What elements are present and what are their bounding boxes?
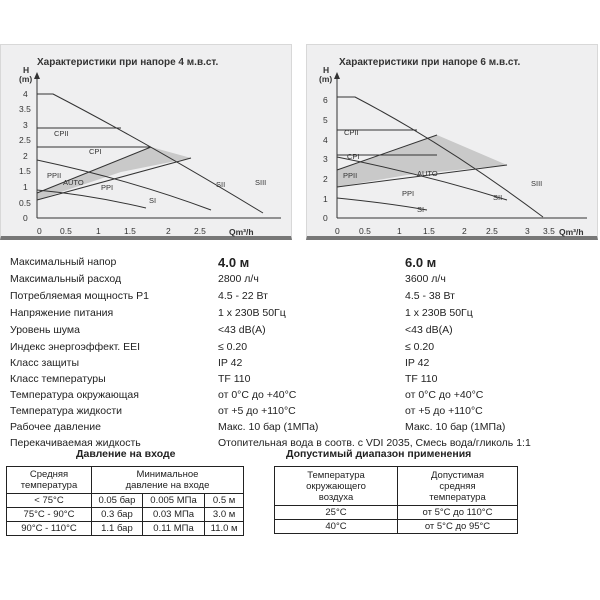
- y-axis-unit: (m): [19, 74, 33, 84]
- table-cell: 0.5 м: [205, 494, 244, 508]
- y-tick: 3: [23, 120, 28, 130]
- x-tick: 0: [335, 226, 340, 236]
- x-axis-label: Qm³/h: [559, 227, 584, 237]
- y-tick: 3.5: [19, 104, 31, 114]
- spec-value-shared: Отопительная вода в соотв. с VDI 2035, Смесь вода/гликоль 1:1: [218, 437, 531, 449]
- curve-label: SIII: [531, 179, 543, 188]
- spec-value-4m: 2800 л/ч: [218, 273, 259, 285]
- table-cell: от 5°C до 95°C: [398, 520, 518, 534]
- curve-label: AUTO: [63, 178, 84, 187]
- curve-label: SIII: [255, 178, 267, 187]
- range-table: [274, 466, 518, 534]
- x-tick: 1.5: [423, 226, 435, 236]
- x-tick: 3: [525, 226, 530, 236]
- spec-value-6m: 1 х 230В 50Гц: [405, 307, 473, 319]
- curve-label: SI: [149, 196, 157, 205]
- y-tick: 1.5: [19, 166, 31, 176]
- spec-value-4m: 4.5 - 22 Вт: [218, 290, 268, 302]
- spec-label: Максимальный напор: [10, 256, 117, 268]
- table-row: [275, 506, 518, 520]
- table-row: [7, 522, 244, 536]
- curve-label: SI: [417, 205, 425, 214]
- performance-chart-6m: [307, 45, 599, 241]
- header-line: температура: [429, 491, 486, 503]
- curve-label: CPII: [344, 128, 359, 137]
- spec-value-4m: ≤ 0.20: [218, 341, 248, 353]
- header-cell: [7, 467, 92, 494]
- y-tick: 2.5: [19, 135, 31, 145]
- table-cell: 1.1 бар: [92, 522, 143, 536]
- performance-chart-4m: [1, 45, 293, 241]
- chart-title: Характеристики при напоре 4 м.в.ст.: [37, 57, 219, 68]
- y-axis-label: H: [23, 65, 30, 75]
- x-tick: 2: [166, 226, 171, 236]
- y-tick: 1: [23, 182, 28, 192]
- pressure-table-title: Давление на входе: [76, 448, 176, 460]
- table-row: [7, 494, 244, 508]
- x-tick: 1.5: [124, 226, 136, 236]
- spec-label: Перекачиваемая жидкость: [10, 437, 141, 449]
- table-cell: 11.0 м: [205, 522, 244, 536]
- x-tick: 3.5: [543, 226, 555, 236]
- table-cell: 25°C: [275, 506, 398, 520]
- y-tick: 0.5: [19, 198, 31, 208]
- table-cell: от 5°C до 110°C: [398, 506, 518, 520]
- header-line: Минимальное: [136, 469, 199, 480]
- y-tick: 5: [323, 115, 328, 125]
- x-axis-label: Qm³/h: [229, 227, 254, 237]
- curve-label: CPI: [89, 147, 102, 156]
- range-table-title: Допустимый диапазон применения: [286, 448, 472, 460]
- header-line: температура: [20, 480, 78, 491]
- y-tick: 4: [323, 135, 328, 145]
- spec-value-4m: IP 42: [218, 357, 243, 369]
- spec-label: Напряжение питания: [10, 307, 114, 319]
- curve-label: AUTO: [417, 169, 438, 178]
- table-row: [275, 520, 518, 534]
- curve-label: SII: [493, 193, 503, 202]
- spec-label: Класс температуры: [10, 373, 106, 385]
- spec-value-4m: Макс. 10 бар (1МПа): [218, 421, 319, 433]
- x-tick: 0.5: [60, 226, 72, 236]
- table-cell: 40°C: [275, 520, 398, 534]
- y-tick: 4: [23, 89, 28, 99]
- table-cell: 3.0 м: [205, 508, 244, 522]
- spec-value-6m: от 0°C до +40°C: [405, 389, 484, 401]
- x-tick: 2.5: [194, 226, 206, 236]
- header-line: окружающего: [306, 480, 366, 492]
- header-line: Температура: [307, 469, 365, 481]
- y-tick: 0: [323, 213, 328, 223]
- chart-panel-4m: [0, 44, 292, 240]
- y-tick: 1: [323, 194, 328, 204]
- table-cell: 0.3 бар: [92, 508, 143, 522]
- table-cell: 0.05 бар: [92, 494, 143, 508]
- table-header-row: [275, 467, 518, 506]
- table-cell: < 75°C: [7, 494, 92, 508]
- spec-value-6m: ≤ 0.20: [405, 341, 435, 353]
- y-axis-arrow: [334, 72, 340, 79]
- pressure-table: [6, 466, 244, 536]
- spec-value-4m: 1 х 230В 50Гц: [218, 307, 286, 319]
- x-tick: 2: [462, 226, 467, 236]
- x-tick: 1: [96, 226, 101, 236]
- x-tick: 0.5: [359, 226, 371, 236]
- y-tick: 2: [323, 174, 328, 184]
- curve-si: [337, 198, 427, 210]
- spec-label: Максимальный расход: [10, 273, 122, 285]
- spec-label: Температура окружающая: [10, 389, 139, 401]
- table-cell: 0.11 МПа: [142, 522, 204, 536]
- x-tick: 1: [397, 226, 402, 236]
- table-cell: 75°C - 90°C: [7, 508, 92, 522]
- curve-label: PPI: [101, 183, 114, 192]
- header-line: воздуха: [318, 491, 354, 503]
- spec-label: Класс защиты: [10, 357, 80, 369]
- spec-value-4m: 4.0 м: [218, 254, 250, 270]
- curve-label: CPI: [347, 152, 360, 161]
- spec-value-6m: от +5 до +110°C: [405, 405, 483, 417]
- spec-value-6m: 3600 л/ч: [405, 273, 446, 285]
- header-line: давление на входе: [125, 480, 210, 491]
- spec-value-4m: от +5 до +110°C: [218, 405, 296, 417]
- header-cell: [92, 467, 244, 494]
- y-tick: 2: [23, 151, 28, 161]
- spec-value-6m: 4.5 - 38 Вт: [405, 290, 455, 302]
- curve-label: SII: [216, 180, 226, 189]
- table-cell: 0.005 МПа: [142, 494, 204, 508]
- curve-label: CPII: [54, 129, 69, 138]
- spec-label: Рабочее давление: [10, 421, 101, 433]
- spec-label: Потребляемая мощность P1: [10, 290, 150, 302]
- spec-value-6m: Макс. 10 бар (1МПа): [405, 421, 506, 433]
- y-tick: 6: [323, 95, 328, 105]
- table-row: [7, 508, 244, 522]
- y-axis-unit: (m): [319, 74, 333, 84]
- table-cell: 0.03 МПа: [142, 508, 204, 522]
- spec-value-4m: TF 110: [218, 373, 251, 385]
- spec-label: Индекс энергоэффект. EEI: [10, 341, 141, 353]
- spec-value-6m: TF 110: [405, 373, 438, 385]
- chart-panel-6m: [306, 44, 598, 240]
- spec-value-4m: <43 dB(A): [218, 324, 266, 336]
- curve-label: PPII: [47, 171, 62, 180]
- header-cell: [398, 467, 518, 506]
- spec-value-4m: от 0°C до +40°C: [218, 389, 297, 401]
- header-line: Допустимая: [431, 469, 484, 481]
- spec-label: Температура жидкости: [10, 405, 123, 417]
- y-tick: 3: [323, 154, 328, 164]
- chart-title: Характеристики при напоре 6 м.в.ст.: [339, 57, 521, 68]
- x-tick: 0: [37, 226, 42, 236]
- y-tick: 0: [23, 213, 28, 223]
- spec-value-6m: IP 42: [405, 357, 430, 369]
- header-line: средняя: [439, 480, 476, 492]
- table-cell: 90°C - 110°C: [7, 522, 92, 536]
- header-cell: [275, 467, 398, 506]
- curve-label: PPII: [343, 171, 358, 180]
- curve-label: PPI: [402, 189, 415, 198]
- header-line: Средняя: [29, 469, 69, 480]
- y-axis-label: H: [323, 65, 330, 75]
- table-header-row: [7, 467, 244, 494]
- y-axis-arrow: [34, 72, 40, 79]
- spec-label: Уровень шума: [10, 324, 80, 336]
- spec-value-6m: <43 dB(A): [405, 324, 453, 336]
- spec-value-6m: 6.0 м: [405, 254, 437, 270]
- x-tick: 2.5: [486, 226, 498, 236]
